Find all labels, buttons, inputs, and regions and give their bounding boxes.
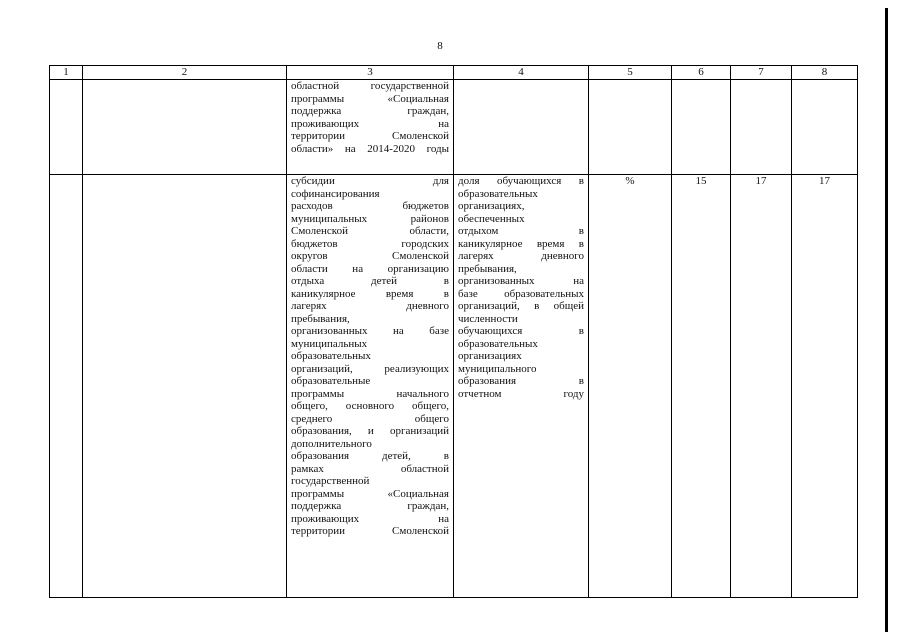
row1-cell-1 [50,80,83,175]
text-line: лагерях дневного [291,300,449,312]
unit-cell: % [589,175,672,598]
text-line: образования в [458,375,584,387]
text-line: проживающих на [291,117,449,130]
text-line: организаций, в общей [458,300,584,312]
header-cell-1: 1 [50,66,83,80]
header-cell-6: 6 [672,66,731,80]
text-line: среднего общего [291,412,449,425]
text-line: каникулярное время в [291,287,449,300]
text-line: муниципальных [291,337,368,350]
text-line: пребывания, [291,312,350,325]
text-line: пребывания, [458,262,517,275]
header-cell-5: 5 [589,66,672,80]
text-line: образовательных [458,187,538,200]
text-line: областной государственной [291,80,449,92]
value-cell-col8: 17 [792,175,858,598]
text-line: софинансирования [291,187,380,200]
text-line: образовательные [291,375,371,387]
text-line: численности [458,312,518,325]
text-line: проживающих на [291,512,449,525]
text-line: области» на 2014-2020 годы [291,142,449,155]
text-line: общего, основного общего, [291,400,449,412]
text-line: обеспеченных [458,212,525,225]
text-line: лагерях дневного [458,250,584,262]
text-line: бюджетов городских [291,237,449,250]
subsidy-description-text [291,175,449,538]
table-header-row [50,66,858,80]
text-line: поддержка граждан, [291,500,449,512]
text-line: организованных на [458,275,584,287]
text-line: организациях [458,350,522,362]
text-line: программы «Социальная [291,487,449,500]
row1-cell-4 [454,80,589,175]
text-line: базе образовательных [458,287,584,300]
text-line: программы начального [291,387,449,400]
text-line: образовательных [458,337,538,350]
text-line: доля обучающихся в [458,175,584,187]
indicator-description-text [458,175,584,400]
text-line: муниципального [458,362,537,375]
text-line: отчетном году [458,387,584,400]
row1-cell-6 [672,80,731,175]
value-cell-col7: 17 [731,175,792,598]
text-line: поддержка граждан, [291,105,449,117]
table-row [50,80,858,175]
text-line: субсидии для [291,175,449,187]
text-line: отдыхом в [458,225,584,237]
text-line: каникулярное время в [458,237,584,250]
header-cell-8: 8 [792,66,858,80]
text-line: территории Смоленской [291,130,449,142]
text-line: отдыха детей в [291,275,449,287]
header-cell-3: 3 [287,66,454,80]
row2-cell-3 [287,175,454,598]
text-line: образовательных [291,350,371,362]
text-line: Смоленской области, [291,225,449,237]
row2-cell-1 [50,175,83,598]
text-line: образования, и организаций [291,425,449,437]
text-line: территории Смоленской [291,525,449,537]
row1-program-text [291,80,449,155]
header-cell-4: 4 [454,66,589,80]
row2-cell-2 [83,175,287,598]
text-line: рамках областной [291,462,449,475]
text-line: организаций, реализующих [291,362,449,375]
page-edge-rule [885,8,888,632]
text-line: организованных на базе [291,325,449,337]
header-cell-2: 2 [83,66,287,80]
row1-cell-7 [731,80,792,175]
text-line: государственной [291,475,370,487]
row1-cell-5 [589,80,672,175]
text-line: программы «Социальная [291,92,449,105]
text-line: образования детей, в [291,450,449,462]
row2-cell-4 [454,175,589,598]
value-cell-col6: 15 [672,175,731,598]
text-line: муниципальных районов [291,212,449,225]
text-line: области на организацию [291,262,449,275]
text-line: дополнительного [291,437,372,450]
text-line: расходов бюджетов [291,200,449,212]
table-row [50,175,858,598]
row1-cell-8 [792,80,858,175]
header-cell-7: 7 [731,66,792,80]
page-number: 8 [437,40,443,52]
text-line: обучающихся в [458,325,584,337]
row1-cell-3 [287,80,454,175]
text-line: округов Смоленской [291,250,449,262]
text-line: организациях, [458,200,525,212]
row1-cell-2 [83,80,287,175]
data-table [49,65,858,598]
